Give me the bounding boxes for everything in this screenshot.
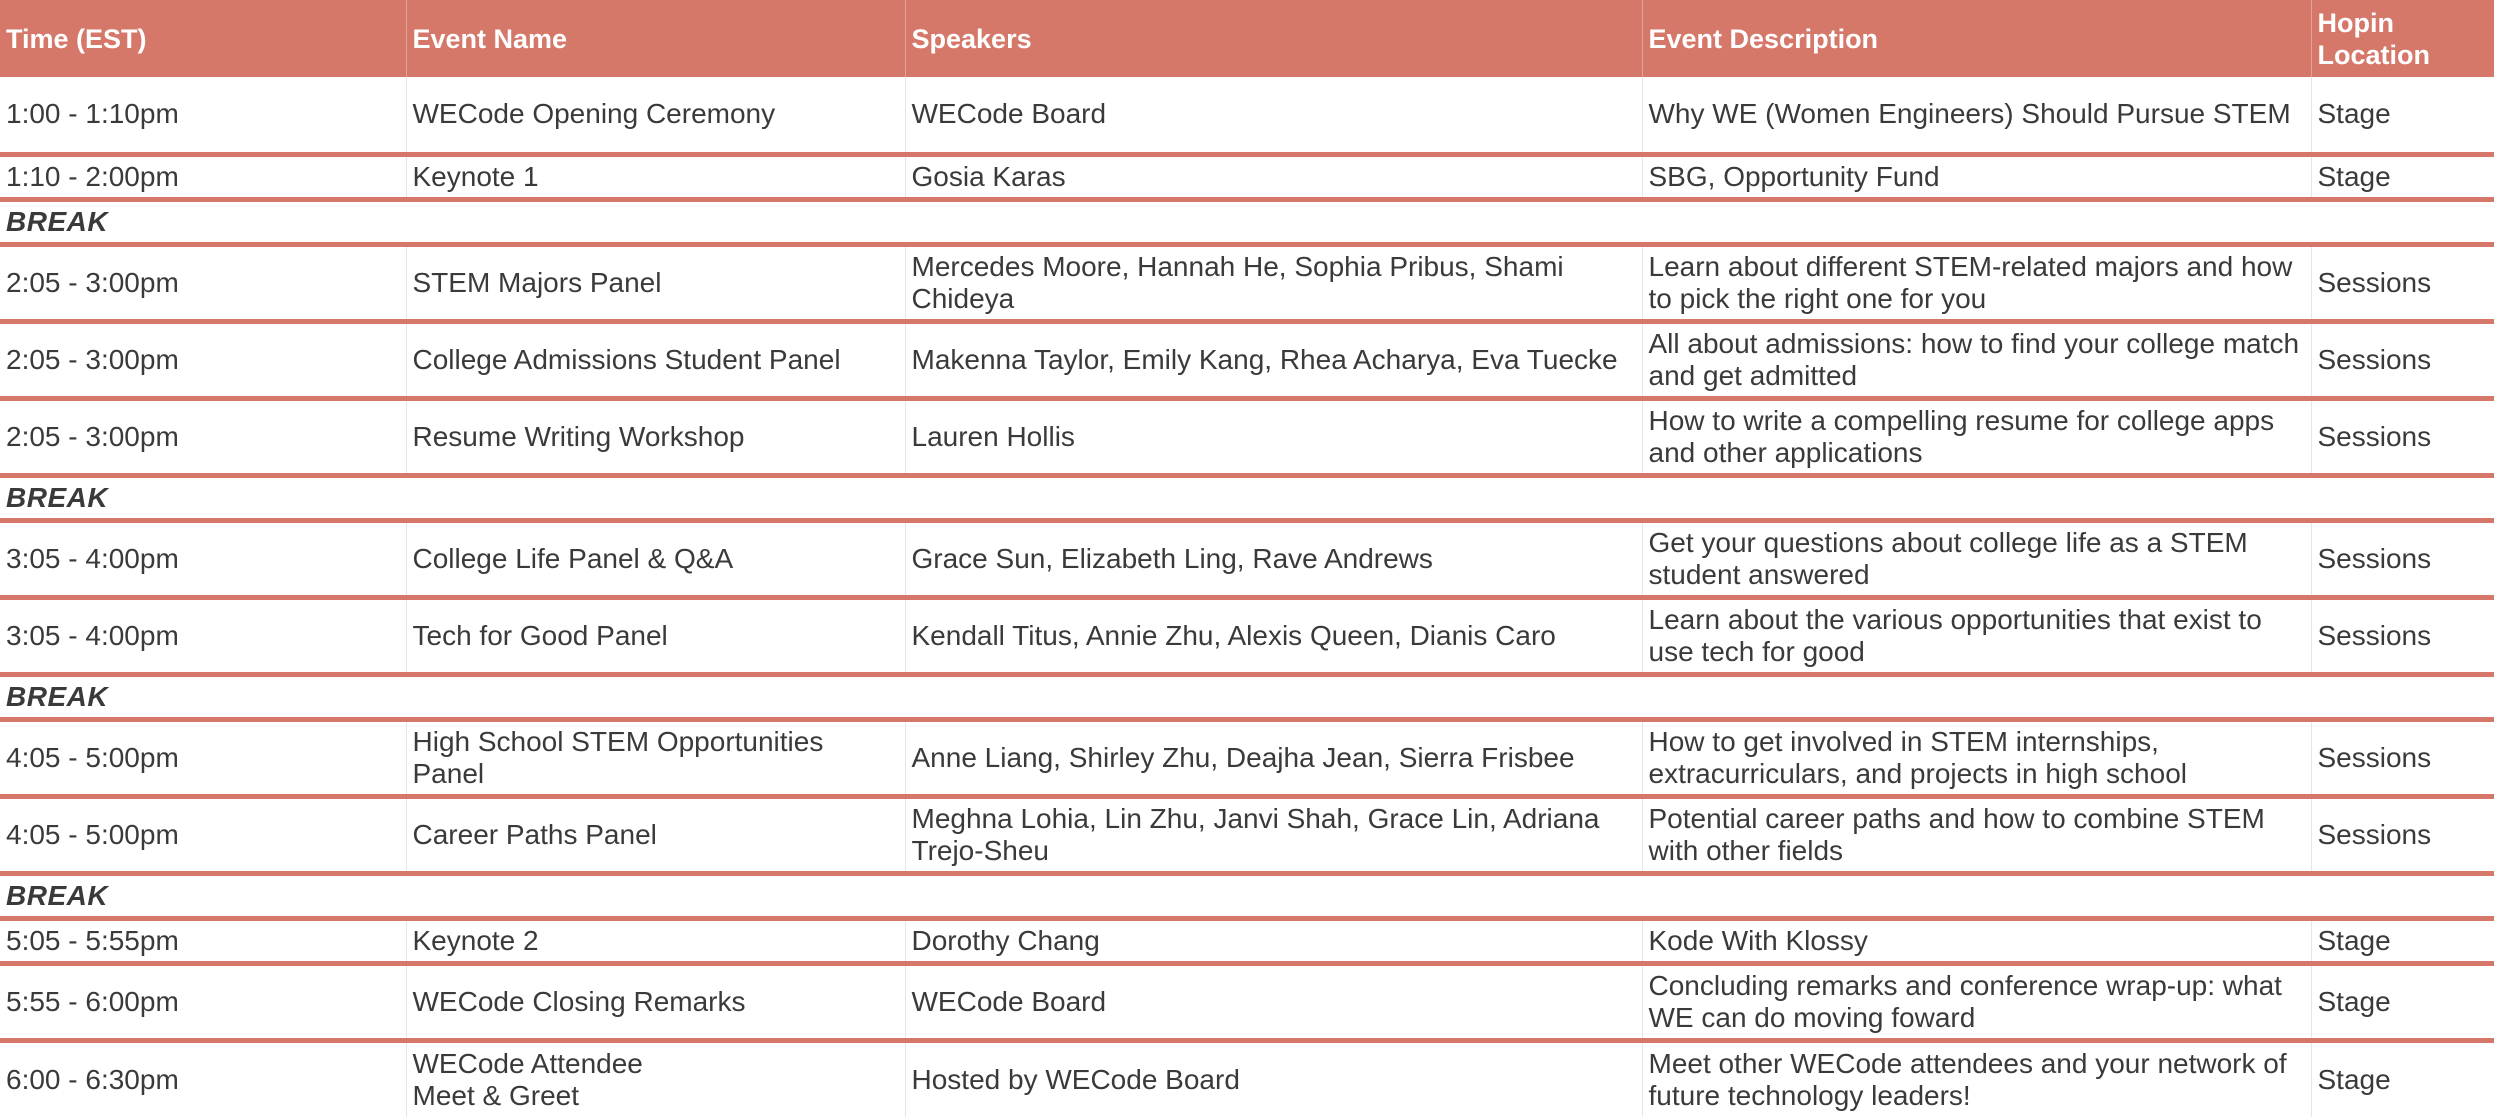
cell-event-name: STEM Majors Panel xyxy=(406,244,905,321)
cell-speakers: Grace Sun, Elizabeth Ling, Rave Andrews xyxy=(905,520,1642,597)
break-label: BREAK xyxy=(0,873,2494,918)
header-hopin-location: Hopin Location xyxy=(2311,0,2494,77)
cell-description: Concluding remarks and conference wrap-up: what WE can do moving foward xyxy=(1642,963,2311,1040)
cell-location: Sessions xyxy=(2311,597,2494,674)
cell-time: 4:05 - 5:00pm xyxy=(0,719,406,796)
cell-description: Why WE (Women Engineers) Should Pursue STEM xyxy=(1642,77,2311,154)
cell-time: 2:05 - 3:00pm xyxy=(0,321,406,398)
cell-description: Learn about different STEM-related majors and how to pick the right one for you xyxy=(1642,244,2311,321)
break-label: BREAK xyxy=(0,674,2494,719)
cell-speakers: Meghna Lohia, Lin Zhu, Janvi Shah, Grace Lin, Adriana Trejo-Sheu xyxy=(905,796,1642,873)
cell-speakers: Lauren Hollis xyxy=(905,398,1642,475)
break-label: BREAK xyxy=(0,475,2494,520)
cell-location: Sessions xyxy=(2311,244,2494,321)
cell-time: 2:05 - 3:00pm xyxy=(0,398,406,475)
cell-event-name: College Life Panel & Q&A xyxy=(406,520,905,597)
cell-event-name: College Admissions Student Panel xyxy=(406,321,905,398)
table-row xyxy=(0,918,2494,963)
break-row xyxy=(0,475,2494,520)
cell-location: Sessions xyxy=(2311,398,2494,475)
cell-event-name: Resume Writing Workshop xyxy=(406,398,905,475)
cell-location: Stage xyxy=(2311,918,2494,963)
cell-location: Sessions xyxy=(2311,719,2494,796)
break-row xyxy=(0,674,2494,719)
cell-location: Sessions xyxy=(2311,796,2494,873)
cell-description: Meet other WECode attendees and your network of future technology leaders! xyxy=(1642,1040,2311,1117)
table-row xyxy=(0,796,2494,873)
cell-speakers: WECode Board xyxy=(905,963,1642,1040)
cell-speakers: Makenna Taylor, Emily Kang, Rhea Acharya, Eva Tuecke xyxy=(905,321,1642,398)
header-speakers: Speakers xyxy=(905,0,1642,77)
cell-speakers: Gosia Karas xyxy=(905,154,1642,199)
cell-event-name: Tech for Good Panel xyxy=(406,597,905,674)
header-time: Time (EST) xyxy=(0,0,406,77)
cell-event-name: Keynote 2 xyxy=(406,918,905,963)
cell-event-name: WECode Closing Remarks xyxy=(406,963,905,1040)
header-row xyxy=(0,0,2494,77)
cell-speakers: WECode Board xyxy=(905,77,1642,154)
cell-event-name: Keynote 1 xyxy=(406,154,905,199)
break-row xyxy=(0,873,2494,918)
cell-description: Learn about the various opportunities that exist to use tech for good xyxy=(1642,597,2311,674)
cell-speakers: Anne Liang, Shirley Zhu, Deajha Jean, Sierra Frisbee xyxy=(905,719,1642,796)
cell-event-name: High School STEM Opportunities Panel xyxy=(406,719,905,796)
cell-description: Potential career paths and how to combine STEM with other fields xyxy=(1642,796,2311,873)
table-row xyxy=(0,719,2494,796)
table-row xyxy=(0,77,2494,154)
break-row xyxy=(0,199,2494,244)
cell-time: 5:05 - 5:55pm xyxy=(0,918,406,963)
cell-location: Sessions xyxy=(2311,520,2494,597)
cell-location: Sessions xyxy=(2311,321,2494,398)
cell-time: 4:05 - 5:00pm xyxy=(0,796,406,873)
break-label: BREAK xyxy=(0,199,2494,244)
cell-event-name: WECode Attendee Meet & Greet xyxy=(406,1040,905,1117)
cell-description: SBG, Opportunity Fund xyxy=(1642,154,2311,199)
cell-speakers: Hosted by WECode Board xyxy=(905,1040,1642,1117)
cell-description: How to get involved in STEM internships, extracurriculars, and projects in high school xyxy=(1642,719,2311,796)
cell-description: Get your questions about college life as a STEM student answered xyxy=(1642,520,2311,597)
cell-event-name: WECode Opening Ceremony xyxy=(406,77,905,154)
cell-time: 3:05 - 4:00pm xyxy=(0,520,406,597)
cell-speakers: Kendall Titus, Annie Zhu, Alexis Queen, Dianis Caro xyxy=(905,597,1642,674)
table-row xyxy=(0,244,2494,321)
cell-time: 6:00 - 6:30pm xyxy=(0,1040,406,1117)
cell-location: Stage xyxy=(2311,77,2494,154)
table-row xyxy=(0,321,2494,398)
cell-description: Kode With Klossy xyxy=(1642,918,2311,963)
cell-description: How to write a compelling resume for college apps and other applications xyxy=(1642,398,2311,475)
table-row xyxy=(0,1040,2494,1117)
cell-location: Stage xyxy=(2311,154,2494,199)
cell-event-name: Career Paths Panel xyxy=(406,796,905,873)
cell-time: 1:10 - 2:00pm xyxy=(0,154,406,199)
table-row xyxy=(0,398,2494,475)
header-event-name: Event Name xyxy=(406,0,905,77)
table-row xyxy=(0,597,2494,674)
cell-location: Stage xyxy=(2311,963,2494,1040)
cell-speakers: Mercedes Moore, Hannah He, Sophia Pribus, Shami Chideya xyxy=(905,244,1642,321)
table-row xyxy=(0,963,2494,1040)
cell-time: 3:05 - 4:00pm xyxy=(0,597,406,674)
header-event-description: Event Description xyxy=(1642,0,2311,77)
cell-description: All about admissions: how to find your college match and get admitted xyxy=(1642,321,2311,398)
table-row xyxy=(0,520,2494,597)
cell-speakers: Dorothy Chang xyxy=(905,918,1642,963)
cell-time: 5:55 - 6:00pm xyxy=(0,963,406,1040)
cell-location: Stage xyxy=(2311,1040,2494,1117)
table-row xyxy=(0,154,2494,199)
cell-time: 2:05 - 3:00pm xyxy=(0,244,406,321)
cell-time: 1:00 - 1:10pm xyxy=(0,77,406,154)
